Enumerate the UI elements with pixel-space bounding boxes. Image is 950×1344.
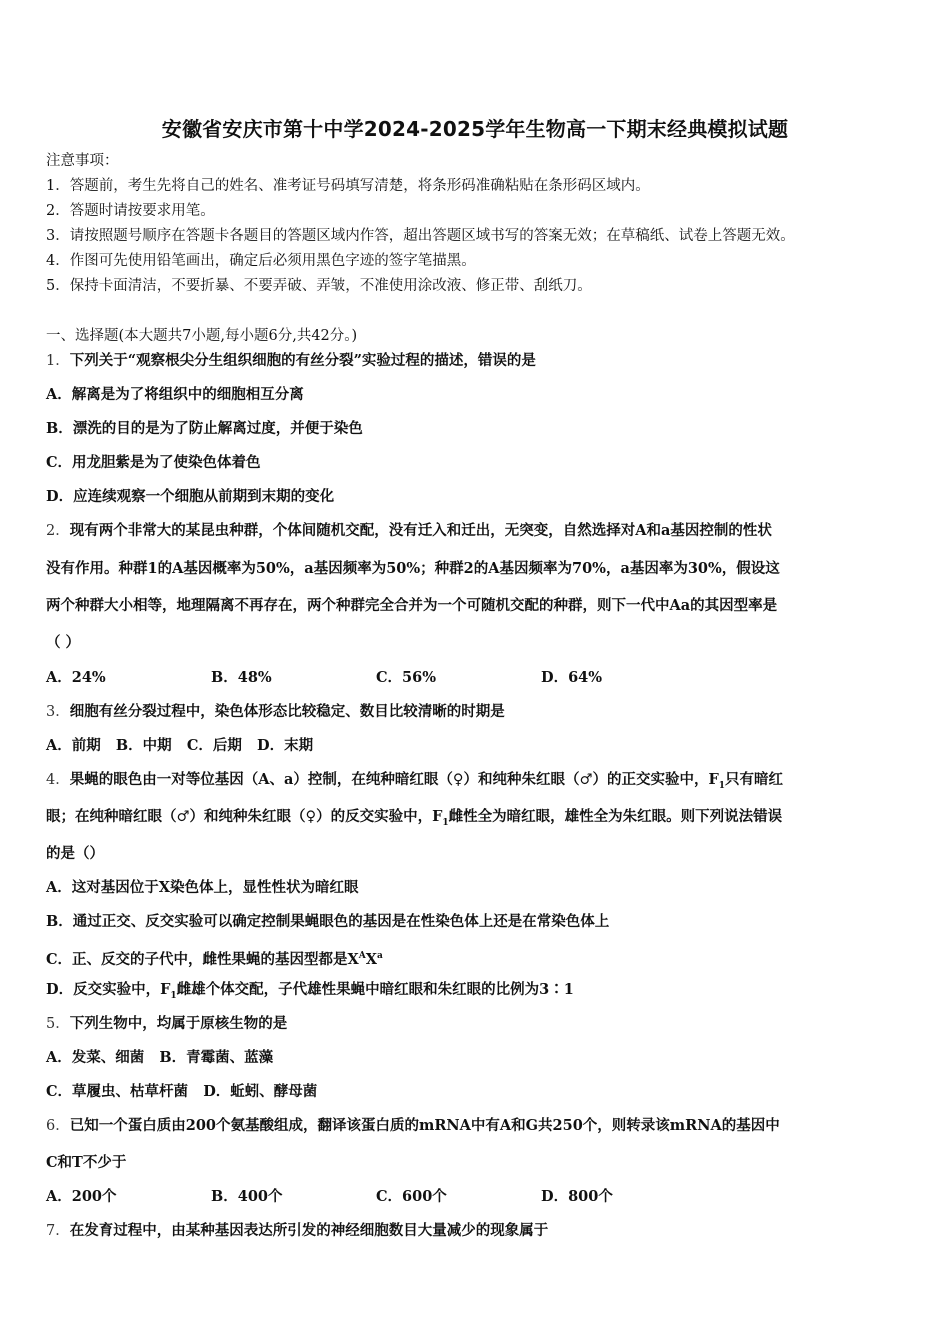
question-stem-line-3: 两个种群大小相等，地理隔离不再存在，两个种群完全合并为一个可随机交配的种群，则下一代中Aa的其因型率是 [46,597,778,614]
q4-option-c [46,946,383,970]
question-stem-line-1: 现有两个非常大的某昆虫种群，个体间随机交配，没有迁入和迁出，无突变，自然选择对A和a基因控制的性状 [69,522,772,539]
question-stem-line-2: 没有作用。种群1的A基因概率为50%，a基因频率为50%；种群2的A基因频率为70%，a基因率为30%，假设这 [46,560,780,577]
q2-option-b: B．48% [211,669,272,686]
question-number: 2． [46,523,70,539]
question-4 [46,770,783,796]
q3-option-d: D．末期 [257,737,314,754]
q2-option-c: C．56% [376,669,436,686]
question-stem-line-1-end: 只有暗红 [725,771,784,788]
option-text: D．反交实验中，F [46,981,171,998]
subscript: 1 [442,817,449,828]
q4-option-d [46,980,574,1006]
question-5 [46,1014,287,1034]
q1-option-c: C．用龙胆紫是为了使染色体着色 [46,454,261,471]
question-stem-line-2: C和T不少于 [46,1154,127,1171]
question-6 [46,1116,780,1136]
question-number: 1． [46,353,70,369]
notice-item-5: 5．保持卡面清洁，不要折暴、不要弄破、弄皱，不准使用涂改液、修正带、刮纸刀。 [46,278,592,294]
q3-option-c: C．后期 [186,737,242,754]
q6-option-c: C．600个 [376,1188,447,1205]
q5-options-ab [46,1048,273,1068]
question-stem-line-3: 的是（） [46,845,104,862]
superscript: A [358,951,366,961]
question-stem-line-1: 果蝇的眼色由一对等位基因（A、a）控制，在纯种暗红眼（♀）和纯种朱红眼（♂）的正交实验中，F [69,771,719,788]
q4-option-b: B．通过正交、反交实验可以确定控制果蝇眼色的基因是在性染色体上还是在常染色体上 [46,913,610,930]
option-text: C．正、反交的子代中，雌性果蝇的基因型都是X [46,950,359,968]
question-stem: 在发育过程中，由某种基因表达所引发的神经细胞数目大量减少的现象属于 [69,1222,549,1239]
q5-option-d: D．蚯蚓、酵母菌 [203,1083,318,1100]
question-7 [46,1221,548,1241]
section-heading: 一、选择题(本大题共7小题,每小题6分,共42分。) [46,328,358,344]
question-stem: 细胞有丝分裂过程中，染色体形态比较稳定、数目比较清晰的时期是 [69,703,505,720]
question-1 [46,351,536,371]
subscript: 1 [718,780,726,791]
q2-option-a: A．24% [46,669,106,686]
question-stem-line-2 [46,807,782,833]
q2-option-d: D．64% [541,669,603,686]
q3-option-a: A．前期 [46,737,101,754]
stem-text: 眼；在纯种暗红眼（♂）和纯种朱红眼（♀）的反交实验中，F [46,808,443,825]
superscript: a [377,951,383,961]
q5-option-c: C．草履虫、枯草杆菌 [46,1083,189,1100]
q6-option-a: A．200个 [46,1188,117,1205]
question-stem-line-4: （ ） [46,634,81,651]
question-2 [46,521,772,541]
notice-item-1: 1．答题前，考生先将自己的姓名、准考证号码填写清楚，将条形码准确粘贴在条形码区域内。 [46,178,650,194]
question-3 [46,702,505,722]
subscript: 1 [170,990,177,1001]
question-number: 4． [46,772,70,788]
option-text: 雌雄个体交配，子代雄性果蝇中暗红眼和朱红眼的比例为3∶1 [176,981,574,998]
option-text: X [365,950,378,968]
q1-option-d: D．应连续观察一个细胞从前期到末期的变化 [46,488,335,505]
notice-item-2: 2．答题时请按要求用笔。 [46,203,215,219]
question-stem: 下列生物中，均属于原核生物的是 [69,1015,288,1032]
q1-option-b: B．漂洗的目的是为了防止解离过度，并便于染色 [46,420,363,437]
question-stem-line-1: 已知一个蛋白质由200个氨基酸组成，翻译该蛋白质的mRNA中有A和G共250个，则转录该mRNA的基因中 [69,1117,780,1134]
q5-option-b: B．青霉菌、蓝藻 [159,1049,274,1066]
question-number: 5． [46,1016,70,1032]
q3-option-b: B．中期 [115,737,172,754]
q6-options [46,1187,706,1207]
q6-option-d: D．800个 [541,1188,613,1205]
question-stem: 下列关于“观察根尖分生组织细胞的有丝分裂”实验过程的描述，错误的是 [69,352,536,369]
q1-option-a: A．解离是为了将组织中的细胞相互分离 [46,386,304,403]
question-number: 3． [46,704,70,720]
page-title: 安徽省安庆市第十中学2024-2025学年生物高一下期末经典模拟试题 [161,117,789,141]
stem-text-end: 雌性全为暗红眼，雄性全为朱红眼。则下列说法错误 [448,808,783,825]
notice-item-3: 3．请按照题号顺序在答题卡各题目的答题区域内作答，超出答题区域书写的答案无效；在草稿纸、试卷上答题无效。 [46,228,795,244]
q5-options-cd [46,1082,317,1102]
q2-options [46,668,706,688]
question-number: 6． [46,1118,70,1134]
q3-options [46,736,313,756]
q4-option-a: A．这对基因位于X染色体上，显性性状为暗红眼 [46,879,359,896]
question-number: 7． [46,1223,70,1239]
q5-option-a: A．发菜、细菌 [46,1049,145,1066]
q6-option-b: B．400个 [211,1188,283,1205]
notice-heading: 注意事项： [46,153,119,169]
notice-item-4: 4．作图可先使用铅笔画出，确定后必须用黑色字迹的签字笔描黑。 [46,253,476,269]
